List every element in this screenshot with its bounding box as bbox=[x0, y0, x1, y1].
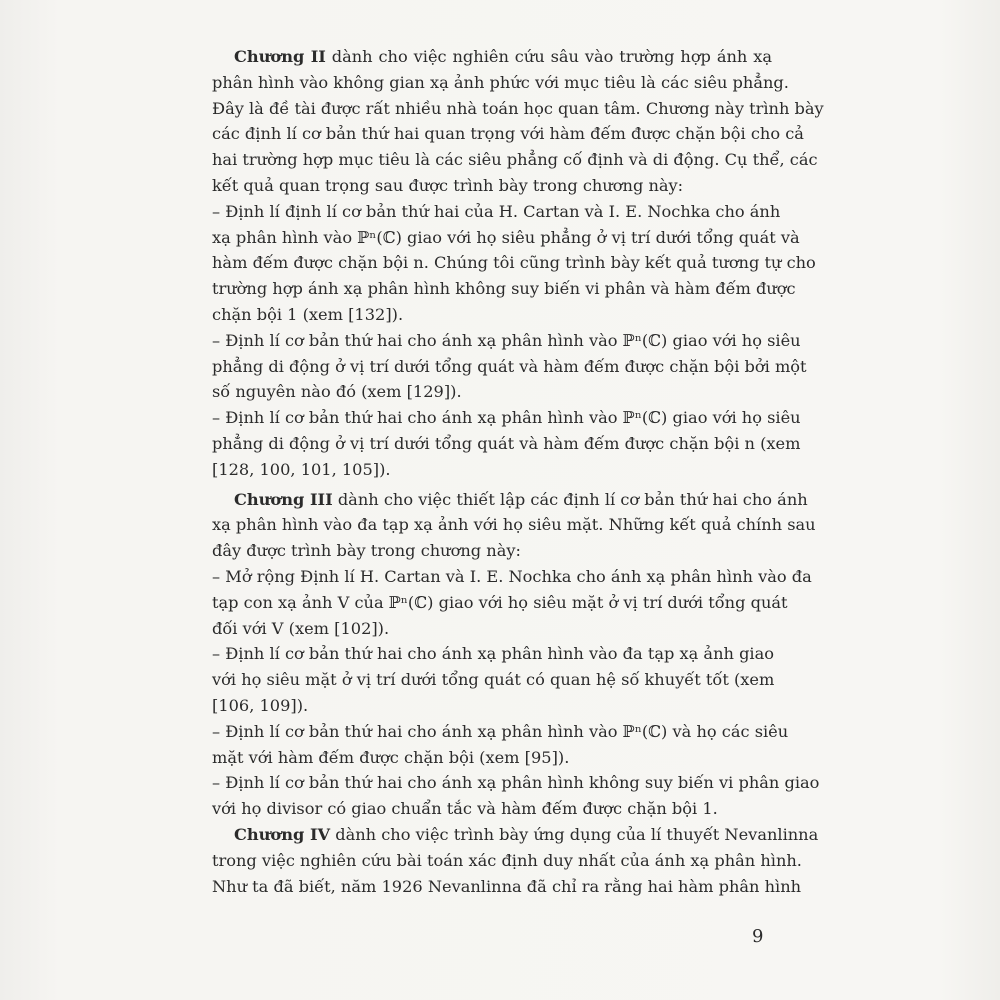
para1-line-11: – Định lí cơ bản thứ hai cho ánh xạ phân hình vào ℙⁿ(ℂ) giao với họ siêu bbox=[212, 330, 801, 350]
chapter-ii-heading: Chương II bbox=[234, 47, 326, 66]
para1-line-6: – Định lí định lí cơ bản thứ hai của H. Cartan và I. E. Nochka cho ánh bbox=[212, 201, 781, 221]
para2-line-0: Chương III dành cho việc thiết lập các định lí cơ bản thứ hai cho ánh bbox=[234, 489, 808, 509]
para1-line-7: xạ phân hình vào ℙⁿ(ℂ) giao với họ siêu phẳng ở vị trí dưới tổng quát và bbox=[212, 227, 800, 247]
para2-line-11: – Định lí cơ bản thứ hai cho ánh xạ phân hình không suy biến vi phân giao bbox=[212, 773, 820, 793]
para2-line-5: đối với V (xem [102]). bbox=[212, 618, 390, 638]
para3-line-1: trong việc nghiên cứu bài toán xác định duy nhất của ánh xạ phân hình. bbox=[212, 850, 802, 870]
para2-line-6: – Định lí cơ bản thứ hai cho ánh xạ phân hình vào đa tạp xạ ảnh giao bbox=[212, 644, 775, 664]
para1-line-5: kết quả quan trọng sau được trình bày trong chương này: bbox=[212, 175, 684, 195]
para1-line-9: trường hợp ánh xạ phân hình không suy biến vi phân và hàm đếm được bbox=[212, 279, 796, 299]
page-number: 9 bbox=[752, 926, 764, 947]
para2-line-3: – Mở rộng Định lí H. Cartan và I. E. Nochka cho ánh xạ phân hình vào đa bbox=[212, 566, 812, 586]
para2-line-8: [106, 109]). bbox=[212, 695, 309, 715]
body-text bbox=[212, 44, 824, 899]
para1-line-8: hàm đếm được chặn bội n. Chúng tôi cũng trình bày kết quả tương tự cho bbox=[212, 253, 816, 273]
para1-line-12: phẳng di động ở vị trí dưới tổng quát và hàm đếm được chặn bội bởi một bbox=[212, 356, 807, 376]
para2-line-1: xạ phân hình vào đa tạp xạ ảnh với họ siêu mặt. Những kết quả chính sau bbox=[212, 515, 816, 535]
para1-line-4: hai trường hợp mục tiêu là các siêu phẳng cố định và di động. Cụ thể, các bbox=[212, 150, 818, 170]
chapter-iii-heading: Chương III bbox=[234, 489, 333, 509]
para3-line-2: Như ta đã biết, năm 1926 Nevanlinna đã chỉ ra rằng hai hàm phân hình bbox=[212, 876, 802, 896]
para2-line-2: đây được trình bày trong chương này: bbox=[212, 541, 521, 561]
para1-line-15: phẳng di động ở vị trí dưới tổng quát và hàm đếm được chặn bội n (xem bbox=[212, 433, 801, 453]
para1-line-14: – Định lí cơ bản thứ hai cho ánh xạ phân hình vào ℙⁿ(ℂ) giao với họ siêu bbox=[212, 408, 801, 428]
para2-line-7: với họ siêu mặt ở vị trí dưới tổng quát có quan hệ số khuyết tốt (xem bbox=[212, 670, 775, 690]
para1-line-0: Chương II dành cho việc nghiên cứu sâu vào trường hợp ánh xạ bbox=[234, 47, 772, 66]
chapter-iv-heading: Chương IV bbox=[234, 824, 331, 844]
para2-line-4: tạp con xạ ảnh V của ℙⁿ(ℂ) giao với họ siêu mặt ở vị trí dưới tổng quát bbox=[212, 592, 788, 612]
para2-line-10: mặt với hàm đếm được chặn bội (xem [95]). bbox=[212, 747, 570, 767]
para1-line-1: phân hình vào không gian xạ ảnh phức với mục tiêu là các siêu phẳng. bbox=[212, 72, 789, 92]
para1-line-3: các định lí cơ bản thứ hai quan trọng với hàm đếm được chặn bội cho cả bbox=[212, 124, 804, 144]
para1-line-10: chặn bội 1 (xem [132]). bbox=[212, 304, 404, 324]
para2-line-12: với họ divisor có giao chuẩn tắc và hàm đếm được chặn bội 1. bbox=[212, 799, 718, 819]
para1-line-13: số nguyên nào đó (xem [129]). bbox=[212, 382, 462, 402]
para3-line-0: Chương IV dành cho việc trình bày ứng dụng của lí thuyết Nevanlinna bbox=[234, 824, 819, 844]
para1-line-16: [128, 100, 101, 105]). bbox=[212, 459, 391, 479]
para1-line-2: Đây là đề tài được rất nhiều nhà toán học quan tâm. Chương này trình bày bbox=[212, 98, 824, 118]
para2-line-9: – Định lí cơ bản thứ hai cho ánh xạ phân hình vào ℙⁿ(ℂ) và họ các siêu bbox=[212, 721, 789, 741]
